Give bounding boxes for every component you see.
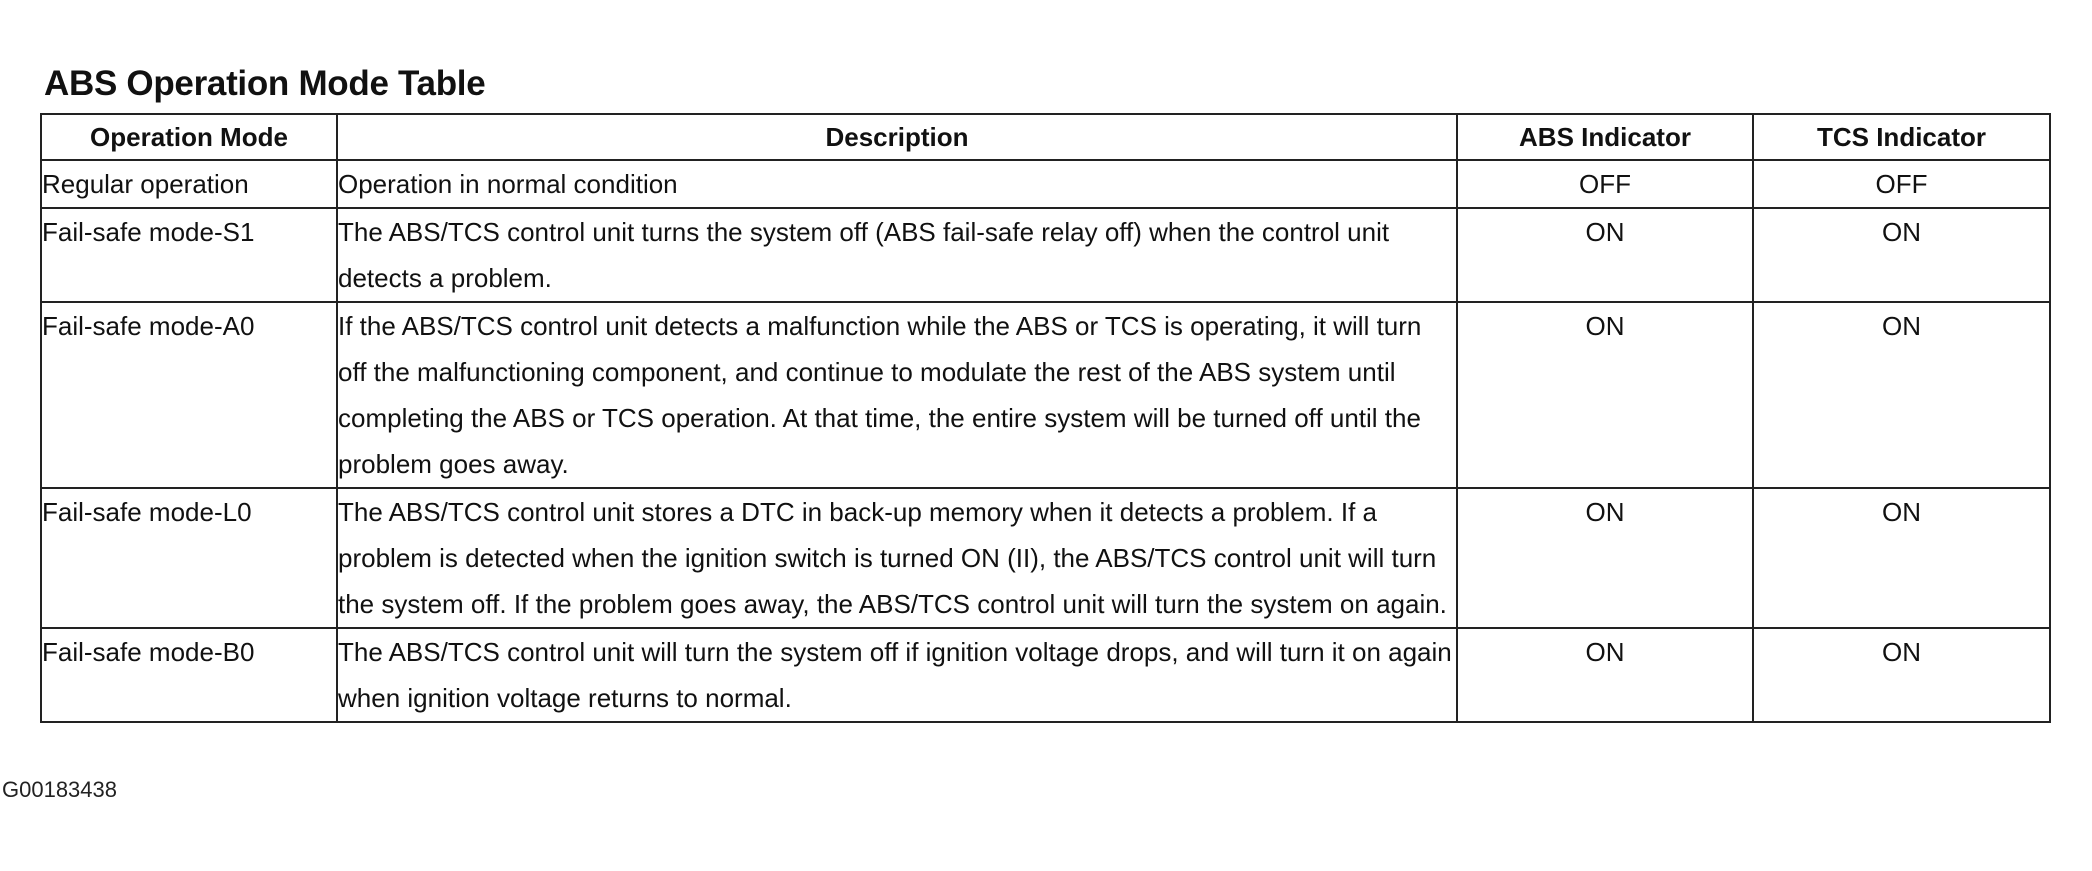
header-abs-indicator: ABS Indicator	[1457, 114, 1753, 160]
table-row	[41, 488, 2050, 628]
operation-mode-cell: Fail-safe mode-A0	[41, 302, 337, 488]
table-title: ABS Operation Mode Table	[44, 64, 486, 103]
header-row	[41, 114, 2050, 160]
header-tcs-indicator: TCS Indicator	[1753, 114, 2050, 160]
tcs-indicator-cell: ON	[1753, 302, 2050, 488]
figure-id: G00183438	[2, 777, 117, 802]
table-row	[41, 160, 2050, 208]
description-cell: The ABS/TCS control unit stores a DTC in back-up memory when it detects a problem. If a problem is detected when the ignition switch is turned ON (II), the ABS/TCS control unit will turn the system off. If the problem goes away, the ABS/TCS control unit will turn the system on again.	[337, 488, 1457, 628]
table-row	[41, 628, 2050, 722]
tcs-indicator-cell: ON	[1753, 208, 2050, 302]
description-cell: The ABS/TCS control unit will turn the system off if ignition voltage drops, and will turn it on again when ignition voltage returns to normal.	[337, 628, 1457, 722]
tcs-indicator-cell: ON	[1753, 628, 2050, 722]
table-row	[41, 302, 2050, 488]
operation-mode-cell: Fail-safe mode-L0	[41, 488, 337, 628]
operation-mode-cell: Fail-safe mode-B0	[41, 628, 337, 722]
header-operation-mode: Operation Mode	[41, 114, 337, 160]
abs-indicator-cell: ON	[1457, 208, 1753, 302]
description-cell: If the ABS/TCS control unit detects a malfunction while the ABS or TCS is operating, it will turn off the malfunctioning component, and continue to modulate the rest of the ABS system until completing the ABS or TCS operation. At that time, the entire system will be turned off until the problem goes away.	[337, 302, 1457, 488]
abs-indicator-cell: OFF	[1457, 160, 1753, 208]
header-description: Description	[337, 114, 1457, 160]
description-cell: Operation in normal condition	[337, 160, 1457, 208]
tcs-indicator-cell: OFF	[1753, 160, 2050, 208]
abs-indicator-cell: ON	[1457, 302, 1753, 488]
abs-indicator-cell: ON	[1457, 488, 1753, 628]
operation-mode-cell: Regular operation	[41, 160, 337, 208]
table-row	[41, 208, 2050, 302]
tcs-indicator-cell: ON	[1753, 488, 2050, 628]
abs-operation-mode-table	[40, 113, 2051, 723]
description-cell: The ABS/TCS control unit turns the system off (ABS fail-safe relay off) when the control unit detects a problem.	[337, 208, 1457, 302]
operation-mode-cell: Fail-safe mode-S1	[41, 208, 337, 302]
abs-indicator-cell: ON	[1457, 628, 1753, 722]
